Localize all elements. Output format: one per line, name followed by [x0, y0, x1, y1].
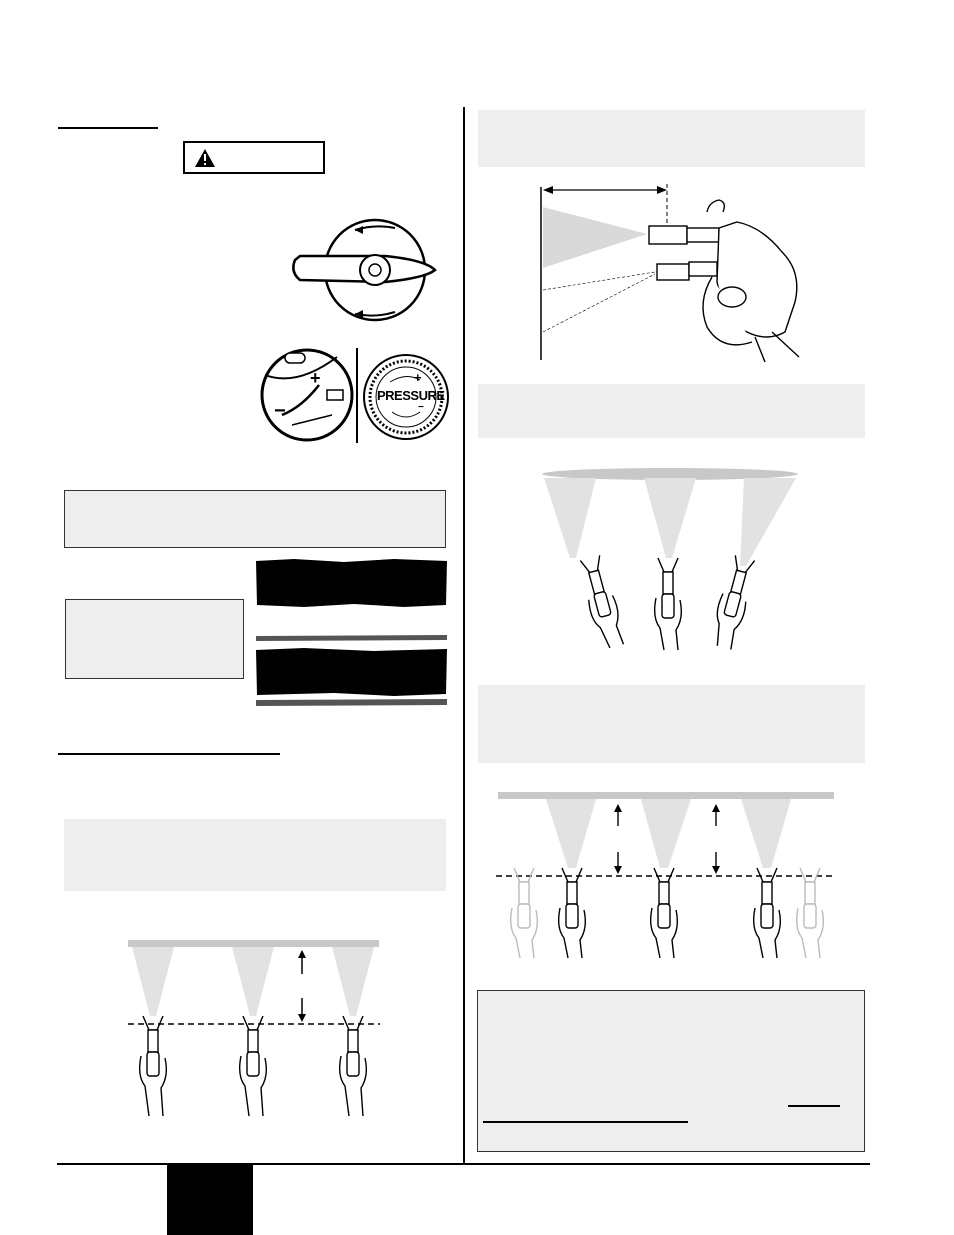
knob-divider [356, 348, 358, 443]
spray-sample-tails-line [254, 634, 449, 642]
pressure-knob-illustration [257, 345, 352, 445]
warning-label-box [183, 141, 325, 174]
section-heading-underline [58, 127, 158, 129]
pressure-knob-plus: + [310, 368, 321, 388]
pressure-dial-label: PRESSURE [377, 388, 445, 403]
right-note-panel-3 [478, 685, 865, 763]
pressure-dial-plus: + [414, 370, 422, 385]
column-divider [463, 107, 465, 1164]
note-underline-1 [483, 1121, 688, 1123]
left-note-panel-3 [64, 819, 446, 891]
pressure-knob-minus: − [274, 400, 286, 422]
left-note-panel-2 [65, 599, 244, 679]
right-note-panel-2 [478, 384, 865, 438]
left-note-panel-1 [64, 490, 446, 548]
right-note-panel-1 [478, 110, 865, 167]
note-underline-2 [788, 1105, 840, 1107]
page-number-tab [167, 1164, 253, 1235]
prime-valve-illustration [285, 220, 440, 325]
pressure-dial-minus: − [418, 402, 424, 413]
spray-distance-diagram-left [128, 936, 380, 1116]
spray-sample-tails [254, 647, 449, 707]
right-note-panel-4 [477, 990, 865, 1152]
spray-sample-good [254, 558, 449, 608]
warning-triangle-icon [194, 148, 216, 168]
spray-arc-diagram [540, 466, 802, 656]
spray-gun-distance-illustration [537, 182, 812, 367]
spray-overlap-diagram [496, 790, 838, 962]
section-heading-underline-2 [58, 753, 280, 755]
